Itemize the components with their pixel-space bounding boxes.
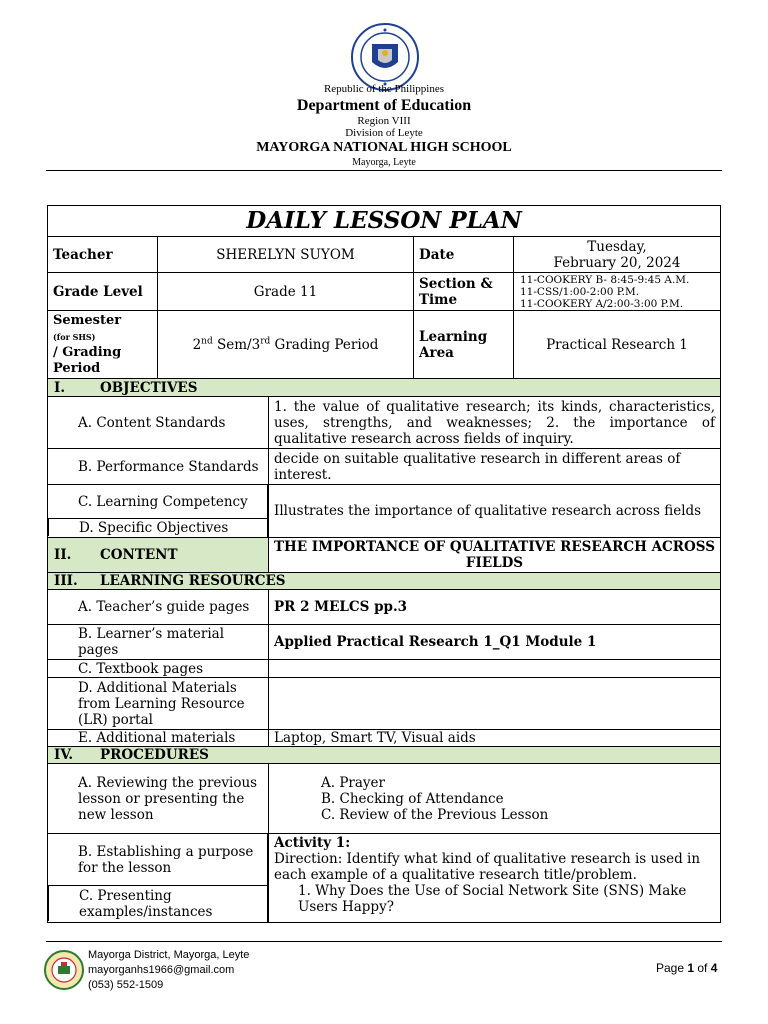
activity-block (48, 833, 720, 922)
republic-label: Republic of the Philippines (323, 83, 445, 95)
resources-heading (48, 572, 720, 589)
procedures-title: PROCEDURES (100, 747, 209, 763)
sem-sup2: rd (260, 336, 271, 346)
section-label: Section & Time (413, 273, 513, 310)
date-label: Date (413, 237, 513, 272)
learning-competency-text: Illustrates the importance of qualitative research across fields (268, 485, 720, 537)
department-label: Department of Education (296, 97, 472, 114)
textbook-label: C. Textbook pages (78, 660, 204, 677)
lr-portal-label: D. Additional Materials from Learning Resource (LR) portal (78, 679, 245, 728)
lr-portal-text (268, 678, 720, 729)
grading-word: / Grading Period (53, 344, 122, 376)
additional-materials-label: E. Additional materials (78, 730, 236, 746)
performance-standards-label: B. Performance Standards (78, 458, 259, 475)
performance-standards-row (48, 448, 720, 484)
date-line1: Tuesday, (587, 238, 647, 255)
learners-material-row (48, 624, 720, 659)
area-value: Practical Research 1 (513, 311, 720, 378)
title-row (48, 206, 720, 236)
plan-title: DAILY LESSON PLAN (246, 207, 522, 234)
specific-objectives-label: D. Specific Objectives (48, 519, 267, 536)
reviewing-label: A. Reviewing the previous lesson or presenting the new lesson (78, 774, 258, 823)
sem-sup: nd (201, 336, 213, 346)
content-standards-row (48, 396, 720, 448)
content-title: CONTENT (100, 547, 178, 563)
learning-competency-label: C. Learning Competency (48, 485, 267, 519)
date-line2: February 20, 2024 (553, 254, 681, 271)
sem-mid: Sem/3 (212, 336, 261, 353)
section-line: 11-COOKERY B- 8:45-9:45 A.M. (520, 273, 690, 286)
teachers-guide-label: A. Teacher’s guide pages (78, 599, 250, 615)
page-total: 4 (710, 961, 718, 975)
grade-row (48, 272, 720, 310)
region-label: Region VIII (357, 115, 411, 127)
sem-end: Grading Period (270, 336, 379, 353)
competency-block (48, 484, 720, 537)
procedures-num: IV. (54, 747, 74, 763)
activity-item: 1. Why Does the Use of Social Network Site (SNS) Make Users Happy? (298, 883, 687, 915)
town-label: Mayorga, Leyte (352, 157, 416, 168)
footer-address: Mayorga District, Mayorga, Leyte (88, 949, 250, 961)
section-line: 11-COOKERY A/2:00-3:00 P.M. (520, 297, 684, 310)
semester-value (157, 311, 413, 378)
performance-standards-text: decide on suitable qualitative research in different areas of interest. (268, 449, 720, 484)
semester-word: Semester (53, 312, 122, 328)
additional-materials-text: Laptop, Smart TV, Visual aids (268, 730, 720, 746)
teacher-row (48, 236, 720, 272)
reviewing-list (268, 764, 720, 833)
objectives-heading (48, 378, 720, 396)
textbook-text (268, 660, 720, 677)
header-divider (46, 170, 722, 171)
footer-divider (46, 941, 722, 942)
procedures-heading (48, 746, 720, 763)
resources-num: III. (54, 573, 78, 589)
page-prefix: Page (656, 961, 688, 975)
list-item: B. Checking of Attendance (321, 790, 504, 807)
grade-value: Grade 11 (157, 273, 413, 310)
page-current: 1 (687, 961, 695, 975)
resources-title: LEARNING RESOURCES (100, 573, 286, 589)
area-label: Learning Area (413, 311, 513, 378)
semester-label (48, 311, 157, 378)
objectives-title: OBJECTIVES (100, 379, 198, 396)
activity-title: Activity 1: (274, 835, 351, 851)
section-value (513, 273, 720, 310)
learners-material-label: B. Learner’s material pages (78, 626, 225, 658)
deped-seal-icon (350, 22, 420, 92)
section-line: 11-CSS/1:00-2:00 P.M. (520, 285, 640, 298)
activity-content (268, 834, 720, 922)
content-standards-label: A. Content Standards (78, 414, 226, 431)
teacher-value: SHERELYN SUYOM (157, 237, 413, 272)
page-mid: of (694, 961, 711, 975)
division-label: Division of Leyte (345, 127, 423, 139)
content-standards-text: 1. the value of qualitative research; its kinds, characteristics, uses, strengths, and weaknesses; 2. the importance of qualitative research across fields of inquiry. (268, 397, 720, 448)
teachers-guide-row (48, 589, 720, 624)
school-name: MAYORGA NATIONAL HIGH SCHOOL (256, 140, 512, 155)
content-text: THE IMPORTANCE OF QUALITATIVE RESEARCH ACROSS FIELDS (268, 538, 720, 572)
lesson-plan-table (47, 205, 721, 923)
footer-email: mayorganhs1966@gmail.com (88, 964, 235, 976)
list-item: C. Review of the Previous Lesson (321, 806, 549, 823)
semester-row (48, 310, 720, 378)
date-value (513, 237, 720, 272)
reviewing-row (48, 763, 720, 833)
grade-label: Grade Level (53, 283, 143, 300)
learners-material-text: Applied Practical Research 1_Q1 Module 1 (268, 625, 720, 659)
teachers-guide-text: PR 2 MELCS pp.3 (268, 590, 720, 624)
additional-materials-row (48, 729, 720, 746)
footer-phone: (053) 552-1509 (88, 979, 164, 991)
presenting-examples-label: C. Presenting examples/instances (48, 886, 267, 921)
footer-contact (88, 948, 249, 993)
sem-num: 2 (192, 336, 202, 353)
activity-direction: Direction: Identify what kind of qualitative research is used in each example of a qualitative research title/problem. (274, 851, 701, 883)
content-row (48, 537, 720, 572)
school-seal-icon (44, 950, 84, 990)
textbook-row (48, 659, 720, 677)
content-num: II. (54, 547, 72, 563)
establishing-purpose-label: B. Establishing a purpose for the lesson (48, 834, 267, 886)
objectives-num: I. (54, 379, 66, 396)
lr-portal-row (48, 677, 720, 729)
teacher-label: Teacher (53, 246, 113, 263)
page-indicator (656, 961, 717, 975)
semester-note: (for SHS) (53, 331, 96, 342)
list-item: A. Prayer (321, 774, 385, 791)
